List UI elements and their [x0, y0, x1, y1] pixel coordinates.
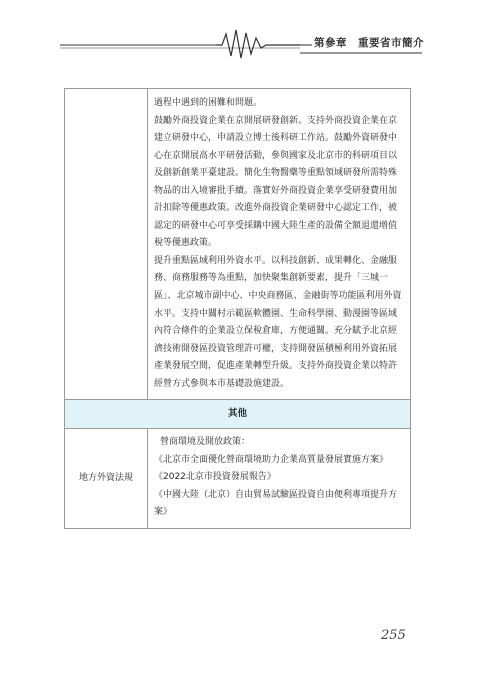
list-item: 營商環境及開放政策：	[160, 437, 251, 448]
content-table	[64, 88, 411, 529]
regulation-list-cell	[148, 429, 411, 529]
page-number: 255	[381, 628, 406, 643]
row-label: 地方外資法規	[65, 429, 148, 529]
section-header-row	[65, 400, 411, 429]
empty-label-cell	[65, 89, 148, 400]
list-item: 《北京市全面優化營商環境助力企業高質量發展實施方案》	[154, 454, 389, 465]
page-header	[0, 0, 480, 70]
list-item: 《2022北京市投資發展報告》	[154, 472, 276, 483]
policy-text-cell	[148, 89, 411, 400]
section-title: 其他	[65, 400, 411, 429]
paragraph: 過程中遇到的困難和問題。	[154, 98, 263, 108]
list-item: 《中國大陸（北京）自由貿易試驗區投資自由便利專項提升方案》	[154, 489, 398, 518]
table-row	[65, 429, 411, 529]
paragraph: 提升重點區域利用外資水平。以科技創新、成果轉化、金融服務、商務服務等為重點，加快聚集創新要素，提升「三城一區」、北京城市副中心、中央商務區、金融街等功能區利用外資水平。支持中關村示範區軟體園、生命科學園、動漫園等區域內符合條件的企業設立保稅倉庫，方便通關。充分賦予北京經濟技術開發區投資管理許可權，支持開發區積極利用外資拓展產業發展空間，促進產業轉型升級。支持外商投資企業以特許經營方式參與本市基礎設施建設。	[154, 255, 402, 389]
paragraph: 鼓勵外商投資企業在京開展研發創新。支持外商投資企業在京建立研發中心，申請設立博士後科研工作站。鼓勵外資研發中心在京開展高水平研發活動，參與國家及北京市的科研項目以及創新創業平臺建設。簡化生物醫藥等重點領域研發所需特殊物品的出入境審批手續。落實好外商投資企業享受研發費用加計扣除等優惠政策。改進外商投資企業研發中心認定工作，被認定的研發中心可享受採購中國大陸生產的設備全額退還增值稅等優惠政策。	[154, 115, 398, 249]
table-row	[65, 89, 411, 400]
chapter-title: 第參章 重要省市簡介	[314, 37, 424, 49]
